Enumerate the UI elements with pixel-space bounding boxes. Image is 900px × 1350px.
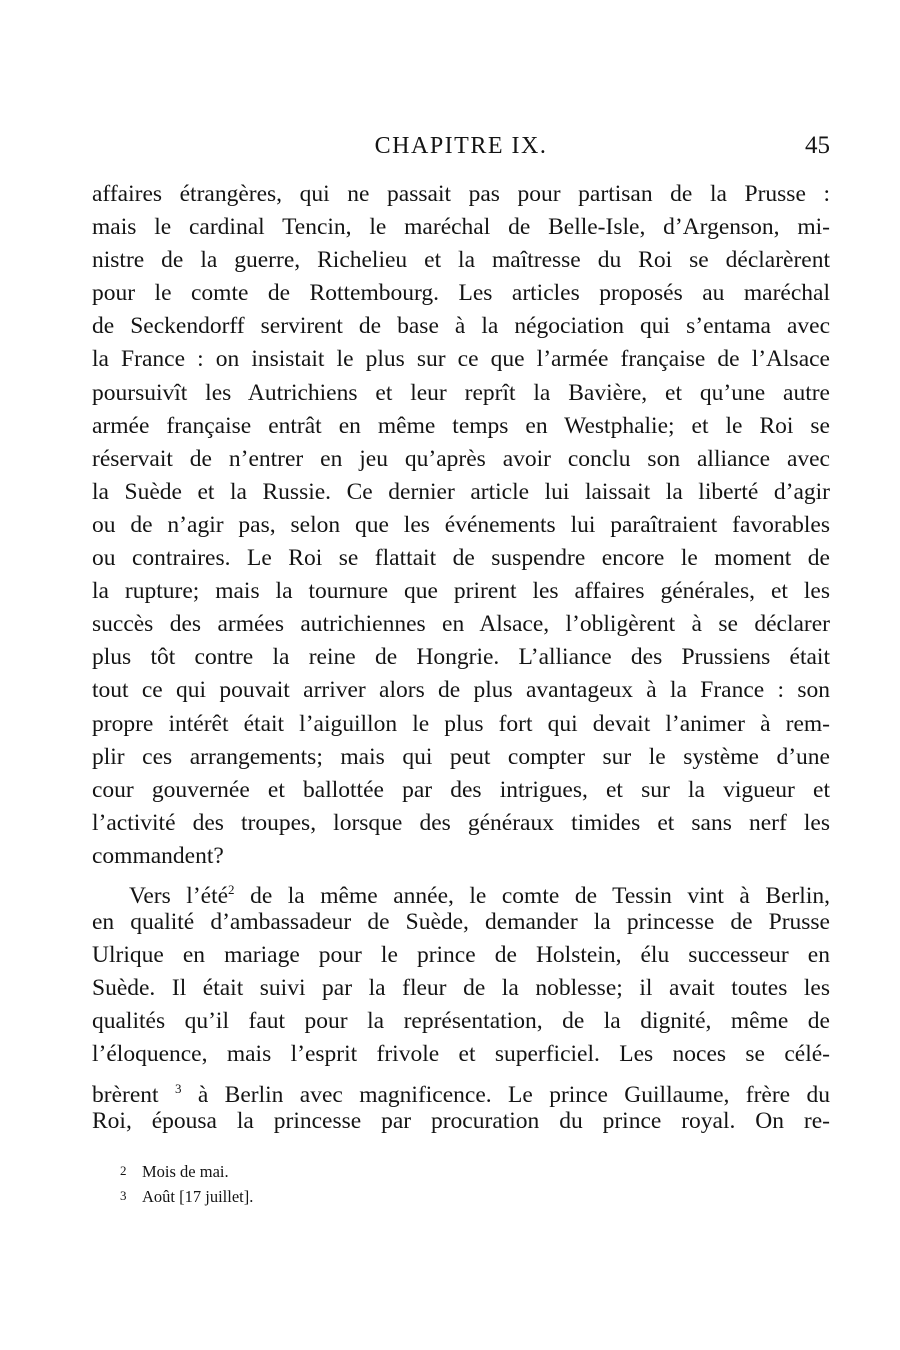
text-line: nistre de la guerre, Richelieu et la maîtresse du Roi se déclarèrent [92,247,830,274]
text-line: succès des armées autrichiennes en Alsace, l’obligèrent à se déclarer [92,611,830,638]
text-line: mais le cardinal Tencin, le maréchal de Belle-Isle, d’Argenson, mi- [92,214,830,241]
text-line: pour le comte de Rottembourg. Les articles proposés au maréchal [92,280,830,307]
footnote-mark: 3 [120,1188,127,1203]
chapter-title: CHAPITRE IX. [374,133,548,159]
text-line: en qualité d’ambassadeur de Suède, demander la princesse de Prusse [92,909,830,936]
text-line: Suède. Il était suivi par la fleur de la noblesse; il avait toutes les [92,975,830,1002]
text-line: cour gouvernée et ballottée par des intrigues, et sur la vigueur et [92,776,830,803]
text-line: de Seckendorff servirent de base à la négociation qui s’entama avec [92,313,830,340]
footnote [120,1158,620,1183]
text-line: la rupture; mais la tournure que prirent les affaires générales, et les [92,578,830,605]
footnote-reference-2: 2 [228,881,235,897]
text-line: Ulrique en mariage pour le prince de Holstein, élu successeur en [92,942,830,969]
text-line: ou de n’agir pas, selon que les événements lui paraîtraient favorables [92,511,830,538]
text-line: qualités qu’il faut pour la représentation, de la dignité, même de [92,1008,830,1035]
footnote-text: Mois de mai. [142,1162,229,1181]
text-line: réservait de n’entrer en jeu qu’après avoir conclu son alliance avec [92,445,830,472]
text-line: tout ce qui pouvait arriver alors de plus avantageux à la France : son [92,677,830,704]
footnote-text: Août [17 juillet]. [142,1187,254,1206]
text-line: affaires étrangères, qui ne passait pas pour partisan de la Prusse : [92,181,830,207]
text-line: commandent? [92,842,224,869]
paragraph-2 [92,873,830,1138]
text-line: Roi, épousa la princesse par procuration du prince royal. On re- [92,1107,830,1134]
text-line: Vers l’été$^2$ de la même année, le comte de Tessin vint à Berlin, [129,881,830,909]
text-line: la Suède et la Russie. Ce dernier article lui laissait la liberté d’agir [92,478,830,505]
text-line: brèrent $^3$ à Berlin avec magnificence. Le prince Guillaume, frère du [92,1080,831,1108]
text-line: armée française entrât en même temps en Westphalie; et le Roi se [92,412,830,439]
text-line: l’activité des troupes, lorsque des généraux timides et sans nerf les [92,809,830,836]
text-line: propre intérêt était l’aiguillon le plus fort qui devait l’animer à rem- [92,710,830,737]
text-line: ou contraires. Le Roi se flattait de suspendre encore le moment de [92,545,830,572]
text-line: plus tôt contre la reine de Hongrie. L’alliance des Prussiens était [92,644,830,671]
footnotes [120,1158,620,1208]
body-text [92,178,830,1138]
footnote-reference-3: 3 [174,1080,182,1096]
paragraph-2-lines [92,906,830,1071]
page-number: 45 [805,132,830,159]
text-line: plir ces arrangements; mais qui peut compter sur le système d’une [92,743,830,770]
text-line: la France : on insistait le plus sur ce que l’armée française de l’Alsace [92,346,830,373]
paragraph-1 [92,178,830,873]
running-head [92,128,830,164]
footnote-mark: 2 [120,1163,127,1178]
footnote [120,1183,620,1208]
text-line: l’éloquence, mais l’esprit frivole et superficiel. Les noces se célé- [92,1041,830,1068]
text-line: poursuivît les Autrichiens et leur reprît la Bavière, et qu’une autre [92,379,830,406]
